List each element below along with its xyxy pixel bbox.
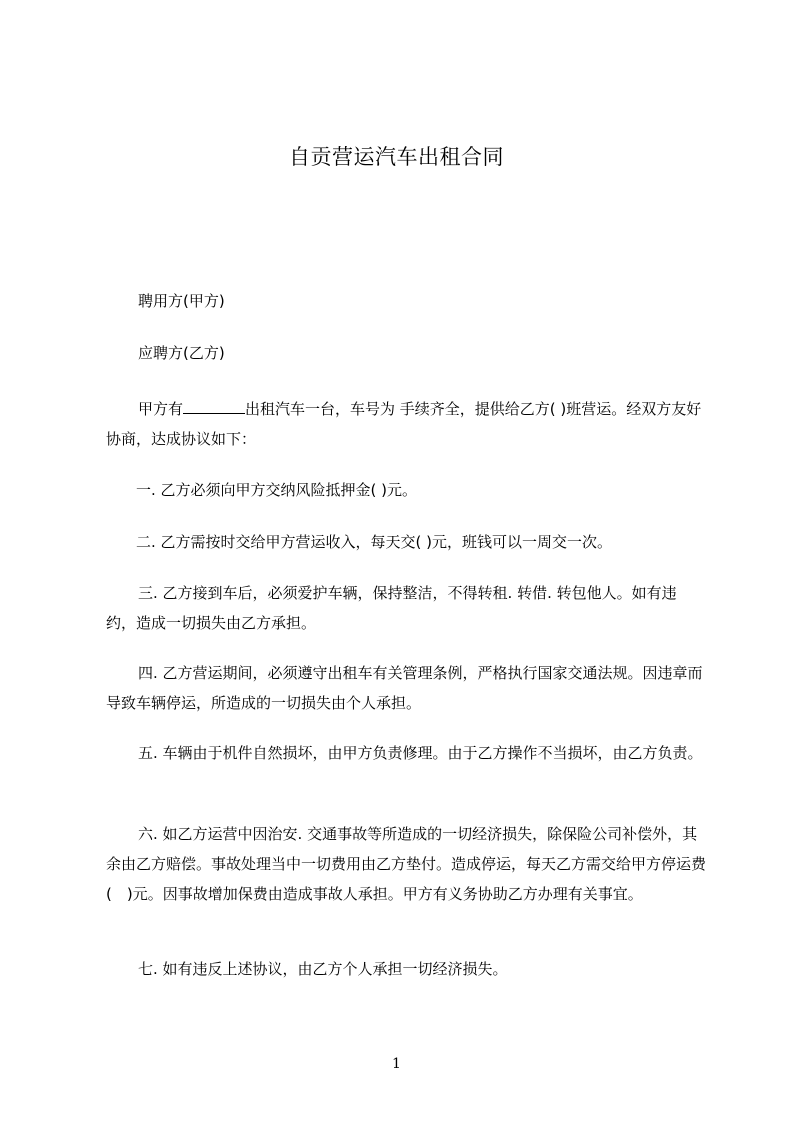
clause-4: 四. 乙方营运期间，必须遵守出租车有关管理条例，严格执行国家交通法规。因违章而导致车辆停运，所造成的一切损失由个人承担。 bbox=[106, 664, 703, 712]
clause-7: 七. 如有违反上述协议，由乙方个人承担一切经济损失。 bbox=[138, 960, 508, 978]
document-title: 自贡营运汽车出租合同 bbox=[289, 145, 504, 169]
vehicle-blank-line bbox=[183, 397, 245, 414]
page-number: 1 bbox=[392, 1056, 401, 1072]
party-a-label: 聘用方(甲方) bbox=[138, 292, 225, 310]
clause-2: 二. 乙方需按时交给甲方营运收入，每天交( )元，班钱可以一周交一次。 bbox=[136, 533, 613, 551]
clause-5: 五. 车辆由于机件自然损坏，由甲方负责修理。由于乙方操作不当损坏，由乙方负责。 bbox=[138, 744, 703, 762]
clause-6: 六. 如乙方运营中因治安. 交通事故等所造成的一切经济损失，除保险公司补偿外，其余由乙方赔偿。事故处理当中一切费用由乙方垫付。造成停运，每天乙方需交给甲方停运费( )元。因事故增加保费由造成事故人承担。甲方有义务协助乙方办理有关事宜。 bbox=[106, 825, 707, 903]
intro-text-rest: 出租汽车一台，车号为 手续齐全，提供给乙方( )班营运。经双方友好协商，达成协议如下： bbox=[106, 400, 702, 448]
clause-1: 一. 乙方必须向甲方交纳风险抵押金( )元。 bbox=[136, 481, 418, 499]
intro-paragraph bbox=[106, 394, 706, 454]
intro-text-start: 甲方有 bbox=[138, 400, 184, 418]
clause-3: 三. 乙方接到车后，必须爱护车辆，保持整洁，不得转租. 转借. 转包他人。如有违约，造成一切损失由乙方承担。 bbox=[106, 584, 677, 632]
party-b-label: 应聘方(乙方) bbox=[138, 344, 225, 362]
